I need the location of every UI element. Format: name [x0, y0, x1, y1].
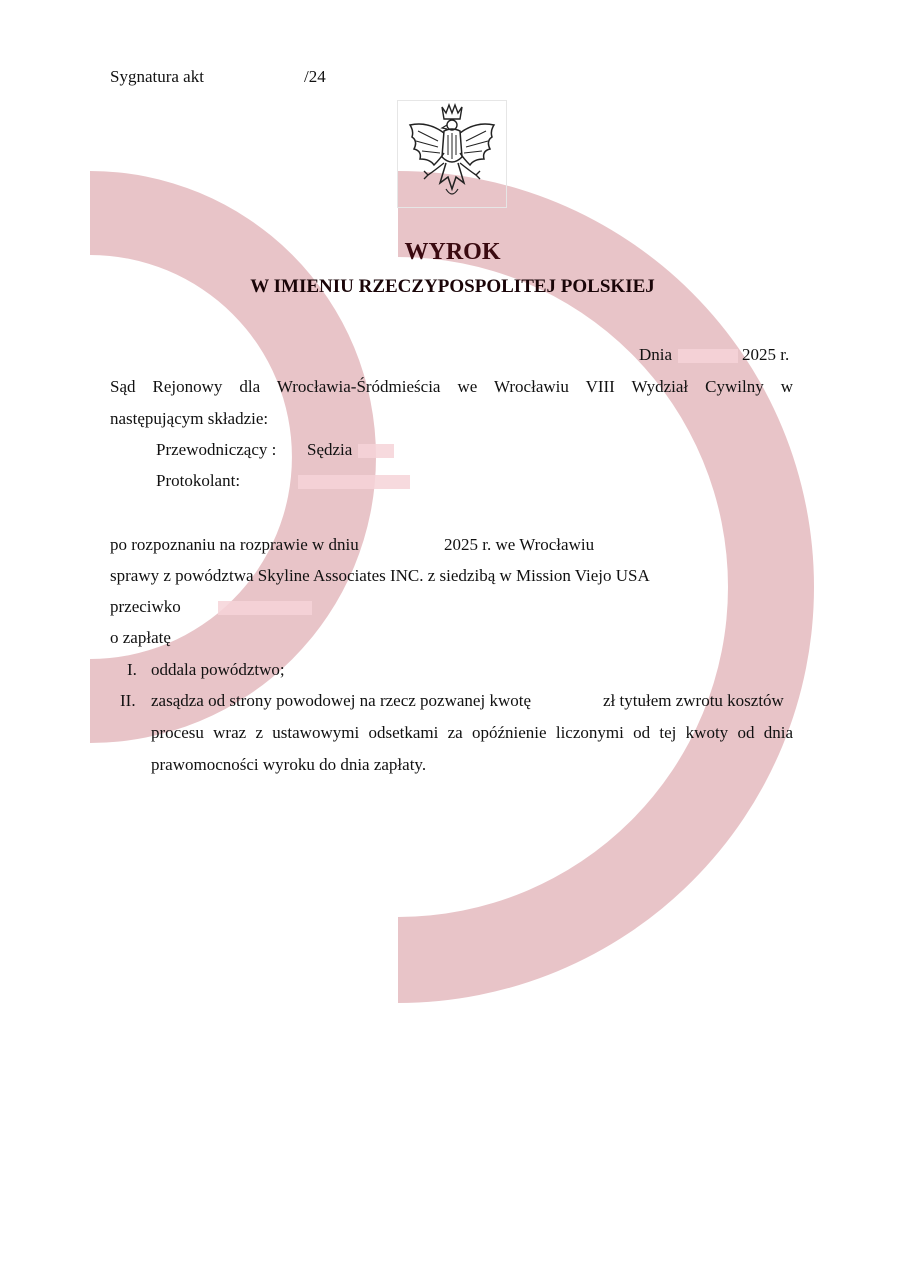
ruling-2-line-3: prawomocności wyroku do dnia zapłaty. — [151, 755, 427, 774]
ruling-2-line-1-prefix: zasądza od strony powodowej na rzecz pozwanej kwotę — [151, 691, 531, 710]
redacted-defendant — [218, 601, 312, 615]
chair-value: Sędzia — [307, 440, 353, 459]
redacted-clerk-name — [298, 475, 410, 489]
ruling-2-line-1-suffix: zł tytułem zwrotu kosztów — [603, 691, 784, 710]
date-suffix: 2025 r. — [742, 345, 790, 364]
document-subtitle: W IMIENIU RZECZYPOSPOLITEJ POLSKIEJ — [250, 276, 655, 297]
ruling-2-line-2: procesu wraz z ustawowymi odsetkami za opóźnienie liczonymi od tej kwoty od dnia — [151, 723, 793, 742]
document-title: WYROK — [404, 239, 501, 265]
proceedings-line-3: przeciwko — [110, 597, 181, 616]
court-line-1: Sąd Rejonowy dla Wrocławia-Śródmieścia we Wrocławiu VIII Wydział Cywilny w — [110, 377, 793, 396]
ruling-1-text: oddala powództwo; — [151, 660, 285, 679]
clerk-label: Protokolant: — [156, 471, 241, 490]
ruling-2-number: II. — [120, 691, 136, 710]
proceedings-line-1-suffix: 2025 r. we Wrocławiu — [444, 535, 595, 554]
polish-eagle-emblem-icon — [398, 101, 506, 207]
redacted-judge-name — [358, 444, 394, 458]
proceedings-line-1-prefix: po rozpoznaniu na rozprawie w dniu — [110, 535, 359, 554]
chair-label: Przewodniczący : — [156, 440, 277, 459]
case-signature-suffix: /24 — [304, 67, 326, 86]
proceedings-line-4: o zapłatę — [110, 628, 171, 647]
emblem-frame — [397, 100, 507, 208]
ruling-1-number: I. — [127, 660, 137, 679]
date-prefix: Dnia — [639, 345, 673, 364]
redacted-date — [678, 349, 738, 363]
proceedings-line-2: sprawy z powództwa Skyline Associates INC. z siedzibą w Mission Viejo USA — [110, 566, 650, 585]
court-line-2: następującym składzie: — [110, 409, 269, 428]
case-signature-label: Sygnatura akt — [110, 67, 204, 86]
